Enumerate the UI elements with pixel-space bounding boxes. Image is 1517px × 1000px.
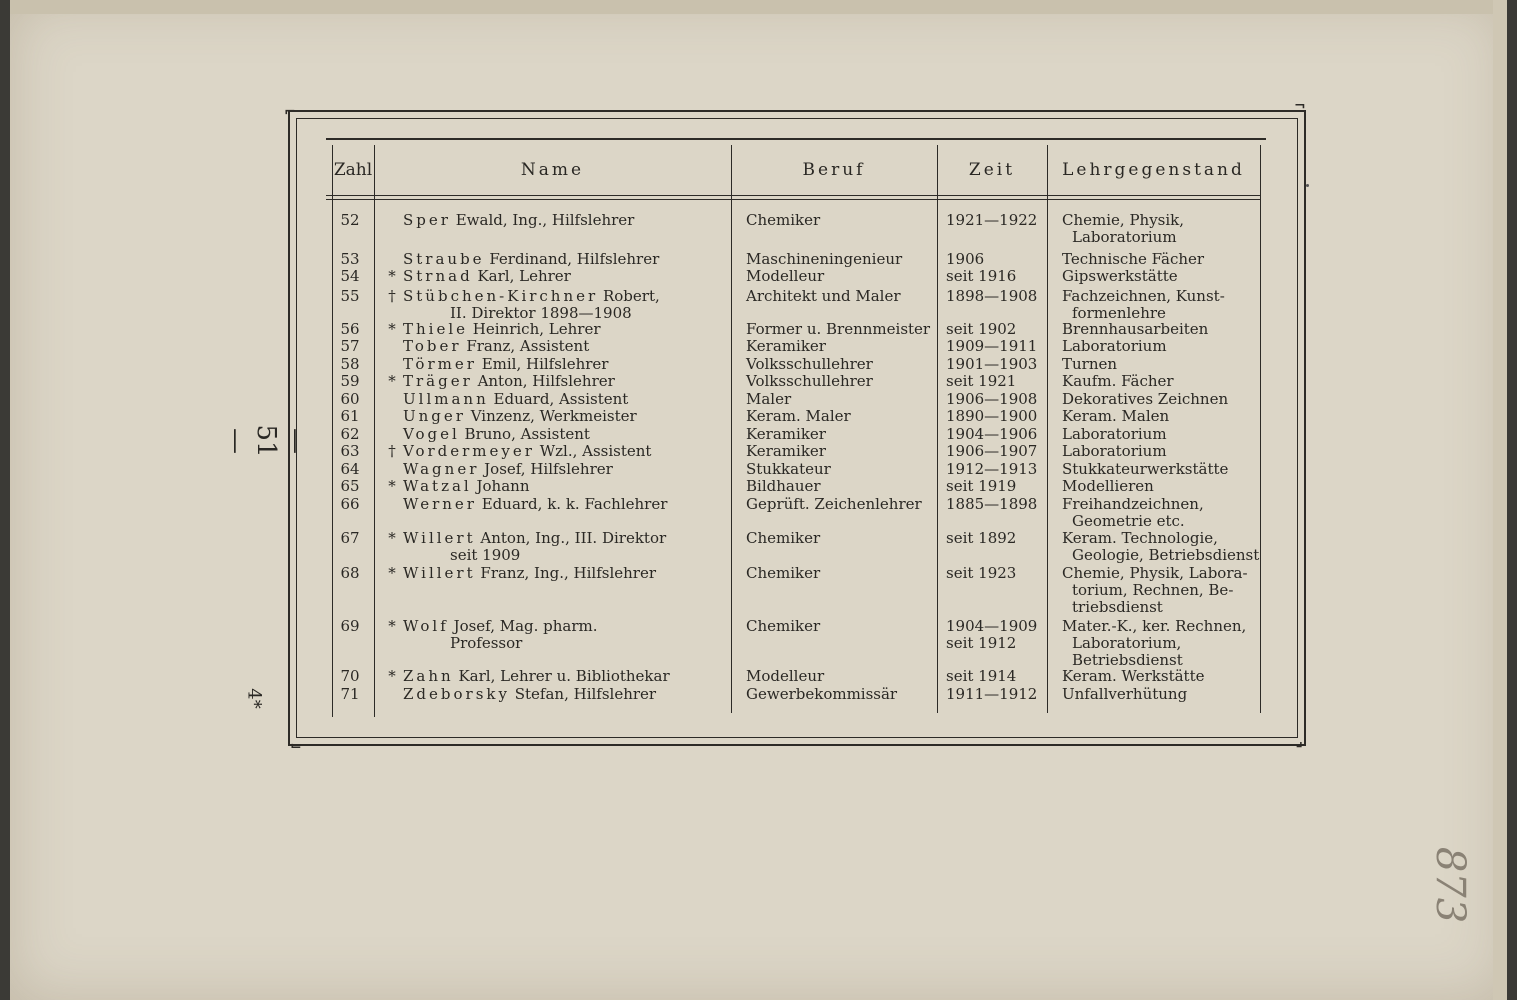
profession: Keramiker — [746, 442, 826, 460]
row-number: 65 — [340, 477, 360, 495]
person-name — [403, 443, 651, 460]
surname: Träger — [403, 372, 473, 390]
subject: Laboratorium — [1062, 442, 1167, 460]
subject: Modellieren — [1062, 477, 1154, 495]
period: seit 1892 — [946, 529, 1017, 547]
row-number: 52 — [340, 211, 360, 229]
period: 1911—1912 — [946, 685, 1038, 703]
name-detail: Heinrich, Lehrer — [472, 320, 601, 338]
subject: Gipswerkstätte — [1062, 267, 1178, 285]
row-mark: † — [388, 287, 396, 305]
period: 1890—1900 — [946, 407, 1038, 425]
pencil-annotation: 873 — [1427, 846, 1474, 924]
person-name — [403, 686, 656, 703]
profession: Chemiker — [746, 211, 821, 229]
surname: Törmer — [403, 355, 477, 373]
table-top-rule — [326, 138, 1266, 140]
person-name — [403, 288, 660, 305]
name-detail: Josef, Hilfslehrer — [484, 460, 613, 478]
name-detail: Ferdinand, Hilfslehrer — [489, 250, 660, 268]
surname: Unger — [403, 407, 466, 425]
name-detail: Karl, Lehrer — [477, 267, 571, 285]
row-number: 58 — [340, 355, 360, 373]
row-number: 69 — [340, 617, 360, 635]
row-number: 59 — [340, 372, 360, 390]
profession: Modelleur — [746, 267, 825, 285]
profession: Architekt und Maler — [746, 287, 901, 305]
person-name — [403, 461, 613, 478]
surname: Strnad — [403, 267, 473, 285]
header-lehrgegenstand: Lehrgegenstand — [1062, 160, 1245, 180]
row-mark: * — [388, 477, 396, 495]
surname: Willert — [403, 529, 476, 547]
surname: Vogel — [403, 425, 460, 443]
period: 1906—1907 — [946, 442, 1038, 460]
person-name — [403, 356, 608, 373]
corner-ornament-icon: ¬ — [1294, 98, 1306, 114]
column-divider — [731, 145, 732, 713]
row-mark: † — [388, 442, 396, 460]
period: seit 1919 — [946, 477, 1017, 495]
name-continuation: Professor — [450, 634, 523, 652]
name-continuation: seit 1909 — [450, 546, 521, 564]
period: 1906 — [946, 250, 985, 268]
surname: Vordermeyer — [403, 442, 535, 460]
surname: Ullmann — [403, 390, 489, 408]
row-number: 62 — [340, 425, 360, 443]
page-number: — 51 — — [221, 424, 311, 458]
subject: Laboratorium — [1062, 425, 1167, 443]
period-continuation: seit 1912 — [946, 634, 1017, 652]
profession: Keramiker — [746, 337, 826, 355]
surname: Straube — [403, 250, 485, 268]
row-number: 57 — [340, 337, 360, 355]
name-detail: Franz, Ing., Hilfslehrer — [480, 564, 656, 582]
surname: Zdeborsky — [403, 685, 510, 703]
row-number: 63 — [340, 442, 360, 460]
profession: Keram. Maler — [746, 407, 851, 425]
row-mark: * — [388, 320, 396, 338]
column-divider — [1260, 145, 1261, 713]
period: seit 1921 — [946, 372, 1017, 390]
person-name — [403, 373, 615, 390]
name-detail: Stefan, Hilfslehrer — [514, 685, 657, 703]
period: 1921—1922 — [946, 211, 1038, 229]
person-name — [403, 321, 601, 338]
header-name: Name — [520, 160, 585, 180]
person-name — [403, 426, 590, 443]
subject: Chemie, Physik, Labora- — [1062, 564, 1248, 582]
profession: Chemiker — [746, 529, 821, 547]
row-mark: * — [388, 617, 396, 635]
speck — [1306, 184, 1309, 187]
header-rule — [326, 199, 1260, 200]
row-mark: * — [388, 267, 396, 285]
person-name — [403, 268, 571, 285]
period: seit 1902 — [946, 320, 1017, 338]
period: 1909—1911 — [946, 337, 1038, 355]
person-name — [403, 496, 667, 513]
header-rule — [326, 195, 1260, 196]
name-detail: Karl, Lehrer u. Bibliothekar — [458, 667, 670, 685]
surname: Thiele — [403, 320, 469, 338]
name-continuation: II. Direktor 1898—1908 — [450, 304, 632, 322]
column-divider — [1047, 145, 1048, 713]
row-number: 68 — [340, 564, 360, 582]
name-detail: Ewald, Ing., Hilfslehrer — [455, 211, 635, 229]
name-detail: Eduard, k. k. Fachlehrer — [481, 495, 668, 513]
profession: Maschineningenieur — [746, 250, 903, 268]
surname: Wagner — [403, 460, 480, 478]
subject-continuation: triebsdienst — [1072, 598, 1163, 616]
row-mark: * — [388, 564, 396, 582]
person-name — [403, 391, 628, 408]
row-number: 64 — [340, 460, 360, 478]
profession: Former u. Brennmeister — [746, 320, 931, 338]
subject: Turnen — [1062, 355, 1118, 373]
period: 1904—1909 — [946, 617, 1038, 635]
subject: Unfallverhütung — [1062, 685, 1188, 703]
subject: Brennhausarbeiten — [1062, 320, 1209, 338]
name-detail: Franz, Assistent — [466, 337, 590, 355]
corner-ornament-icon: ⌙ — [290, 738, 302, 754]
name-detail: Wzl., Assistent — [539, 442, 652, 460]
name-detail: Emil, Hilfslehrer — [481, 355, 609, 373]
row-mark: * — [388, 372, 396, 390]
profession: Geprüft. Zeichenlehrer — [746, 495, 922, 513]
name-detail: Josef, Mag. pharm. — [453, 617, 598, 635]
row-number: 61 — [340, 407, 360, 425]
subject: Keram. Technologie, — [1062, 529, 1218, 547]
name-detail: Johann — [476, 477, 530, 495]
header-zeit: Zeit — [968, 160, 1016, 180]
subject: Stukkateurwerkstätte — [1062, 460, 1229, 478]
person-name — [403, 618, 598, 635]
subject: Mater.-K., ker. Rechnen, — [1062, 617, 1247, 635]
person-name — [403, 251, 659, 268]
subject: Laboratorium — [1062, 337, 1167, 355]
period: 1904—1906 — [946, 425, 1038, 443]
name-detail: Anton, Hilfslehrer — [477, 372, 615, 390]
period: 1885—1898 — [946, 495, 1038, 513]
profession: Bildhauer — [746, 477, 821, 495]
column-divider — [374, 145, 375, 717]
name-detail: Robert, — [602, 287, 660, 305]
surname: Werner — [403, 495, 477, 513]
page-top-edge — [10, 0, 1507, 14]
surname: Sper — [403, 211, 451, 229]
person-name — [403, 530, 666, 547]
profession: Chemiker — [746, 564, 821, 582]
name-detail: Eduard, Assistent — [493, 390, 629, 408]
surname: Willert — [403, 564, 476, 582]
period: seit 1914 — [946, 667, 1017, 685]
profession: Volksschullehrer — [746, 372, 873, 390]
period: 1898—1908 — [946, 287, 1038, 305]
subject-continuation: Geometrie etc. — [1072, 512, 1185, 530]
subject: Freihandzeichnen, — [1062, 495, 1204, 513]
name-detail: Vinzenz, Werkmeister — [470, 407, 637, 425]
column-divider — [937, 145, 938, 713]
row-number: 54 — [340, 267, 360, 285]
subject-continuation: Laboratorium, — [1072, 634, 1182, 652]
profession: Chemiker — [746, 617, 821, 635]
signature-mark: 4* — [243, 688, 265, 709]
surname: Zahn — [403, 667, 454, 685]
profession: Maler — [746, 390, 792, 408]
profession: Gewerbekommissär — [746, 685, 898, 703]
subject-continuation: Betriebsdienst — [1072, 651, 1183, 669]
page-right-edge — [1493, 0, 1507, 1000]
profession: Keramiker — [746, 425, 826, 443]
surname: Watzal — [403, 477, 472, 495]
corner-ornament-icon: ⌐ — [284, 104, 296, 120]
row-number: 67 — [340, 529, 360, 547]
row-number: 71 — [340, 685, 360, 703]
row-number: 60 — [340, 390, 360, 408]
period: seit 1916 — [946, 267, 1017, 285]
surname: Stübchen-Kirchner — [403, 287, 599, 305]
row-number: 55 — [340, 287, 360, 305]
person-name — [403, 408, 637, 425]
subject: Keram. Malen — [1062, 407, 1170, 425]
person-name — [403, 668, 670, 685]
name-detail: Anton, Ing., III. Direktor — [480, 529, 667, 547]
subject: Chemie, Physik, — [1062, 211, 1185, 229]
header-zahl: Zahl — [333, 160, 373, 180]
row-mark: * — [388, 529, 396, 547]
profession: Modelleur — [746, 667, 825, 685]
period: 1901—1903 — [946, 355, 1038, 373]
profession: Volksschullehrer — [746, 355, 873, 373]
header-beruf: Beruf — [802, 160, 866, 180]
period: seit 1923 — [946, 564, 1017, 582]
subject: Fachzeichnen, Kunst- — [1062, 287, 1225, 305]
subject: Keram. Werkstätte — [1062, 667, 1205, 685]
row-mark: * — [388, 667, 396, 685]
corner-ornament-icon: ⌟ — [1296, 734, 1303, 750]
name-detail: Bruno, Assistent — [464, 425, 590, 443]
subject-continuation: Laboratorium — [1072, 228, 1177, 246]
surname: Tober — [403, 337, 462, 355]
row-number: 70 — [340, 667, 360, 685]
period: 1906—1908 — [946, 390, 1038, 408]
surname: Wolf — [403, 617, 449, 635]
row-number: 66 — [340, 495, 360, 513]
person-name — [403, 212, 634, 229]
person-name — [403, 565, 656, 582]
subject: Kaufm. Fächer — [1062, 372, 1174, 390]
period: 1912—1913 — [946, 460, 1038, 478]
row-number: 56 — [340, 320, 360, 338]
person-name — [403, 338, 589, 355]
subject: Dekoratives Zeichnen — [1062, 390, 1229, 408]
person-name — [403, 478, 529, 495]
row-number: 53 — [340, 250, 360, 268]
subject-continuation: formenlehre — [1072, 304, 1166, 322]
subject: Technische Fächer — [1062, 250, 1205, 268]
subject-continuation: torium, Rechnen, Be- — [1072, 581, 1234, 599]
subject-continuation: Geologie, Betriebsdienst — [1072, 546, 1260, 564]
profession: Stukkateur — [746, 460, 831, 478]
